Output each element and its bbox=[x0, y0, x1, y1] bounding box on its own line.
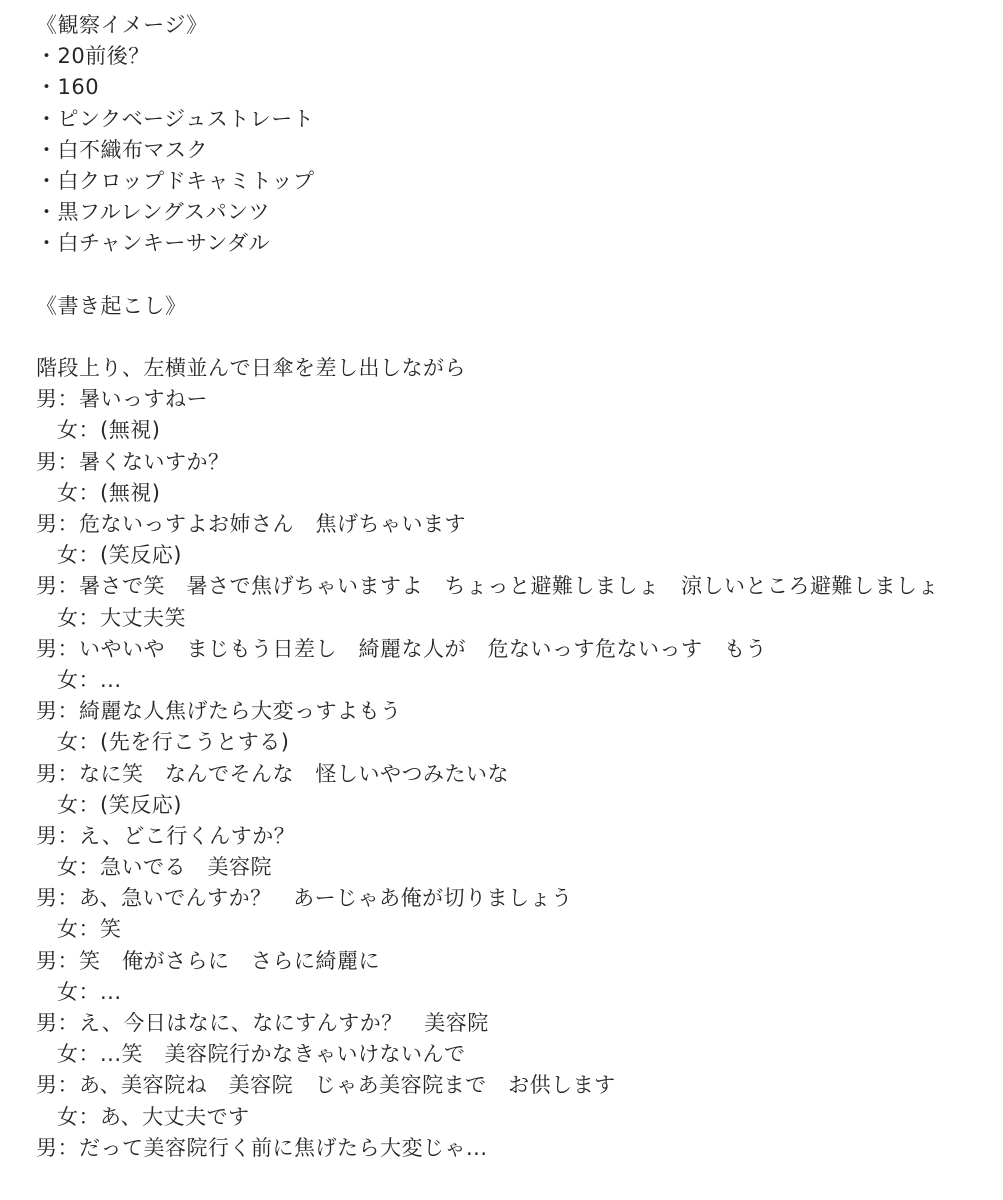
dialogue-line-woman: 女：... bbox=[57, 667, 122, 692]
dialogue-line-woman: 女：(無視) bbox=[57, 418, 161, 443]
dialogue-line-man: 男：笑 俺がさらに さらに綺麗に bbox=[36, 948, 380, 973]
transcript-intro: 階段上り、左横並んで日傘を差し出しながら bbox=[36, 356, 466, 381]
spacer bbox=[36, 322, 986, 353]
transcript-heading: 《書き起こし》 bbox=[36, 293, 187, 318]
observation-item: ・160 bbox=[36, 75, 100, 100]
dialogue-line-woman: 女：あ、大丈夫です bbox=[57, 1104, 250, 1129]
dialogue-line-man: 男：綺麗な人焦げたら大変っすよもう bbox=[36, 699, 402, 724]
observation-item: ・白クロップドキャミトップ bbox=[36, 168, 315, 193]
dialogue-line-man: 男：危ないっすよお姉さん 焦げちゃいます bbox=[36, 512, 466, 536]
dialogue-line-woman: 女：大丈夫笑 bbox=[57, 605, 186, 630]
dialogue-line-man: 男：暑さで笑 暑さで焦げちゃいますよ ちょっと避難しましょ 涼しいところ避難しましょ bbox=[36, 574, 939, 599]
spacer bbox=[36, 260, 986, 291]
document-body bbox=[36, 10, 986, 1164]
dialogue-line-woman: 女：...笑 美容院行かなきゃいけないんで bbox=[57, 1042, 466, 1067]
dialogue-line-man: 男：あ、美容院ね 美容院 じゃあ美容院まで お供します bbox=[36, 1073, 616, 1098]
dialogue-line-woman: 女：... bbox=[57, 979, 122, 1004]
observation-heading: 《観察イメージ》 bbox=[36, 13, 208, 37]
dialogue-line-woman: 女：(無視) bbox=[57, 480, 161, 505]
observation-item: ・黒フルレングスパンツ bbox=[36, 200, 270, 225]
dialogue-line-man: 男：暑くないすか？ bbox=[36, 449, 230, 474]
dialogue-line-man: 男：いやいや まじもう日差し 綺麗な人が 危ないっす危ないっす もう bbox=[36, 636, 767, 661]
observation-item: ・20前後？ bbox=[36, 44, 150, 69]
dialogue-line-woman: 女：(笑反応) bbox=[57, 543, 182, 568]
dialogue-line-woman: 女：笑 bbox=[57, 917, 122, 942]
dialogue-line-man: 男：だって美容院行く前に焦げたら大変じゃ... bbox=[36, 1135, 488, 1160]
observation-item: ・ピンクベージュストレート bbox=[36, 106, 315, 131]
dialogue-line-woman: 女：急いでる 美容院 bbox=[57, 855, 272, 880]
observation-item: ・白不織布マスク bbox=[36, 137, 208, 162]
dialogue-line-woman: 女：(笑反応) bbox=[57, 792, 182, 817]
dialogue-line-man: 男：暑いっすねー bbox=[36, 387, 208, 412]
dialogue-line-man: 男：え、今日はなに、なにすんすか？ 美容院 bbox=[36, 1011, 489, 1035]
dialogue-line-man: 男：あ、急いでんすか？ あーじゃあ俺が切りましょう bbox=[36, 886, 573, 911]
dialogue-line-man: 男：え、どこ行くんすか？ bbox=[36, 823, 296, 848]
dialogue-line-woman: 女：(先を行こうとする) bbox=[57, 730, 290, 755]
observation-item: ・白チャンキーサンダル bbox=[36, 231, 270, 256]
dialogue-line-man: 男：なに笑 なんでそんな 怪しいやつみたいな bbox=[36, 761, 509, 786]
